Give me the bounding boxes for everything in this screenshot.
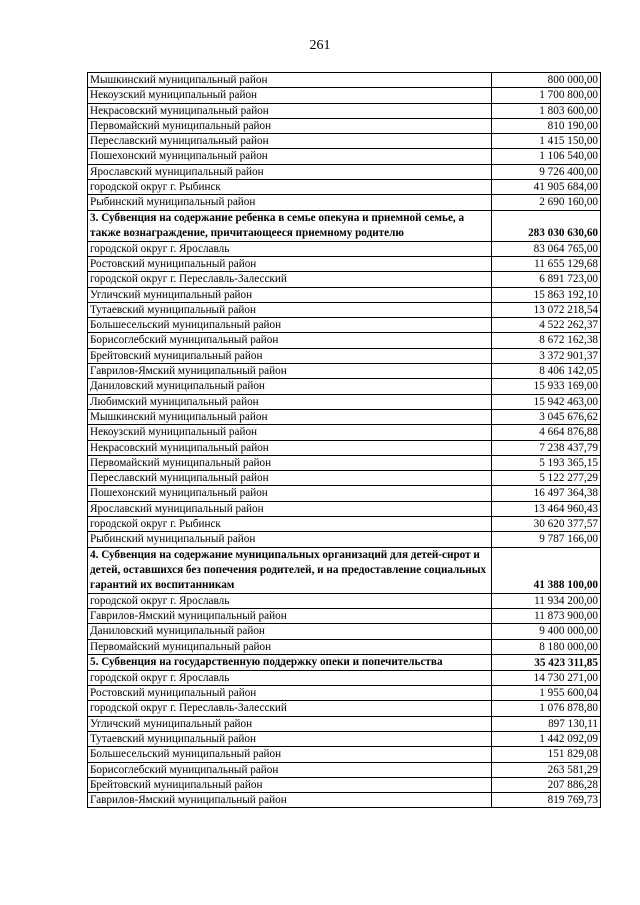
table-row <box>88 670 601 685</box>
municipality-name: городской округ г. Ярославль <box>88 670 492 685</box>
table-row <box>88 103 601 118</box>
amount-value: 1 955 600,04 <box>492 686 601 701</box>
municipality-name: Первомайский муниципальный район <box>88 455 492 470</box>
municipality-name: Мышкинский муниципальный район <box>88 409 492 424</box>
amount-value: 83 064 765,00 <box>492 241 601 256</box>
amount-value: 1 442 092,09 <box>492 731 601 746</box>
municipality-name: Тутаевский муниципальный район <box>88 731 492 746</box>
table-row <box>88 88 601 103</box>
amount-value: 1 700 800,00 <box>492 88 601 103</box>
table-row <box>88 501 601 516</box>
table-row <box>88 686 601 701</box>
municipality-name: Мышкинский муниципальный район <box>88 73 492 88</box>
table-row <box>88 379 601 394</box>
amount-value: 13 072 218,54 <box>492 302 601 317</box>
municipality-name: Брейтовский муниципальный район <box>88 348 492 363</box>
amount-value: 5 193 365,15 <box>492 455 601 470</box>
table-row <box>88 134 601 149</box>
municipality-name: Большесельский муниципальный район <box>88 747 492 762</box>
amount-value: 16 497 364,38 <box>492 486 601 501</box>
table-row <box>88 608 601 623</box>
municipality-name: Любимский муниципальный район <box>88 394 492 409</box>
municipality-name: Борисоглебский муниципальный район <box>88 762 492 777</box>
municipality-name: Ростовский муниципальный район <box>88 256 492 271</box>
amount-value: 8 406 142,05 <box>492 364 601 379</box>
section-header-row <box>88 210 601 241</box>
table-row <box>88 471 601 486</box>
amount-value: 4 522 262,37 <box>492 318 601 333</box>
table-row <box>88 241 601 256</box>
municipality-name: Пошехонский муниципальный район <box>88 149 492 164</box>
table-row <box>88 118 601 133</box>
section-header-row <box>88 547 601 593</box>
section-header-row <box>88 654 601 670</box>
amount-value: 8 672 162,38 <box>492 333 601 348</box>
municipality-name: Тутаевский муниципальный район <box>88 302 492 317</box>
amount-value: 4 664 876,88 <box>492 425 601 440</box>
amount-value: 11 934 200,00 <box>492 593 601 608</box>
table-row <box>88 731 601 746</box>
amount-value: 15 942 463,00 <box>492 394 601 409</box>
table-row <box>88 747 601 762</box>
municipality-name: Гаврилов-Ямский муниципальный район <box>88 364 492 379</box>
municipality-name: Некрасовский муниципальный район <box>88 440 492 455</box>
municipality-name: Некоузский муниципальный район <box>88 425 492 440</box>
municipality-name: Переславский муниципальный район <box>88 471 492 486</box>
section-title: 5. Субвенция на государственную поддержку опеки и попечительства <box>88 654 492 670</box>
table-row <box>88 364 601 379</box>
municipality-name: Даниловский муниципальный район <box>88 624 492 639</box>
table-row <box>88 164 601 179</box>
municipality-name: Даниловский муниципальный район <box>88 379 492 394</box>
municipality-name: Брейтовский муниципальный район <box>88 777 492 792</box>
table-row <box>88 73 601 88</box>
municipality-name: городской округ г. Рыбинск <box>88 180 492 195</box>
amount-value: 7 238 437,79 <box>492 440 601 455</box>
table-row <box>88 486 601 501</box>
section-total: 283 030 630,60 <box>492 210 601 241</box>
amount-value: 6 891 723,00 <box>492 272 601 287</box>
table-row <box>88 195 601 210</box>
amount-value: 41 905 684,00 <box>492 180 601 195</box>
amount-value: 810 190,00 <box>492 118 601 133</box>
municipality-name: Гаврилов-Ямский муниципальный район <box>88 608 492 623</box>
amount-value: 14 730 271,00 <box>492 670 601 685</box>
municipality-name: Ростовский муниципальный район <box>88 686 492 701</box>
municipality-name: Переславский муниципальный район <box>88 134 492 149</box>
table-row <box>88 318 601 333</box>
municipality-name: Борисоглебский муниципальный район <box>88 333 492 348</box>
table-row <box>88 593 601 608</box>
table-row <box>88 348 601 363</box>
amount-value: 1 415 150,00 <box>492 134 601 149</box>
amount-value: 151 829,08 <box>492 747 601 762</box>
table-row <box>88 532 601 547</box>
municipality-name: городской округ г. Рыбинск <box>88 517 492 532</box>
amount-value: 207 886,28 <box>492 777 601 792</box>
table-row <box>88 394 601 409</box>
table-row <box>88 639 601 654</box>
municipality-name: Первомайский муниципальный район <box>88 639 492 654</box>
table-row <box>88 762 601 777</box>
amount-value: 2 690 160,00 <box>492 195 601 210</box>
municipality-name: Некоузский муниципальный район <box>88 88 492 103</box>
amount-value: 15 863 192,10 <box>492 287 601 302</box>
municipality-name: Ярославский муниципальный район <box>88 501 492 516</box>
table-row <box>88 409 601 424</box>
municipality-name: Угличский муниципальный район <box>88 287 492 302</box>
municipality-name: Большесельский муниципальный район <box>88 318 492 333</box>
municipality-name: городской округ г. Ярославль <box>88 241 492 256</box>
amount-value: 1 803 600,00 <box>492 103 601 118</box>
table-row <box>88 256 601 271</box>
page-number: 261 <box>309 38 331 53</box>
amount-value: 30 620 377,57 <box>492 517 601 532</box>
municipality-name: городской округ г. Ярославль <box>88 593 492 608</box>
table-row <box>88 302 601 317</box>
table-row <box>88 440 601 455</box>
amount-value: 11 873 900,00 <box>492 608 601 623</box>
amount-value: 8 180 000,00 <box>492 639 601 654</box>
amount-value: 9 400 000,00 <box>492 624 601 639</box>
section-total: 35 423 311,85 <box>492 654 601 670</box>
subvention-table <box>87 72 601 808</box>
amount-value: 15 933 169,00 <box>492 379 601 394</box>
table-row <box>88 425 601 440</box>
amount-value: 819 769,73 <box>492 793 601 808</box>
table-row <box>88 287 601 302</box>
amount-value: 3 045 676,62 <box>492 409 601 424</box>
table-row <box>88 455 601 470</box>
amount-value: 3 372 901,37 <box>492 348 601 363</box>
table-row <box>88 517 601 532</box>
amount-value: 263 581,29 <box>492 762 601 777</box>
table-row <box>88 793 601 808</box>
amount-value: 800 000,00 <box>492 73 601 88</box>
municipality-name: Рыбинский муниципальный район <box>88 532 492 547</box>
table-row <box>88 333 601 348</box>
municipality-name: городской округ г. Переславль-Залесский <box>88 272 492 287</box>
table-row <box>88 149 601 164</box>
table-row <box>88 701 601 716</box>
amount-value: 11 655 129,68 <box>492 256 601 271</box>
table-row <box>88 272 601 287</box>
amount-value: 5 122 277,29 <box>492 471 601 486</box>
table-row <box>88 180 601 195</box>
table-row <box>88 624 601 639</box>
amount-value: 13 464 960,43 <box>492 501 601 516</box>
amount-value: 1 106 540,00 <box>492 149 601 164</box>
municipality-name: Рыбинский муниципальный район <box>88 195 492 210</box>
municipality-name: Пошехонский муниципальный район <box>88 486 492 501</box>
amount-value: 9 787 166,00 <box>492 532 601 547</box>
section-total: 41 388 100,00 <box>492 547 601 593</box>
municipality-name: Первомайский муниципальный район <box>88 118 492 133</box>
amount-value: 1 076 878,80 <box>492 701 601 716</box>
table-row <box>88 777 601 792</box>
municipality-name: Угличский муниципальный район <box>88 716 492 731</box>
table-row <box>88 716 601 731</box>
amount-value: 897 130,11 <box>492 716 601 731</box>
municipality-name: городской округ г. Переславль-Залесский <box>88 701 492 716</box>
municipality-name: Некрасовский муниципальный район <box>88 103 492 118</box>
amount-value: 9 726 400,00 <box>492 164 601 179</box>
municipality-name: Ярославский муниципальный район <box>88 164 492 179</box>
section-title: 4. Субвенция на содержание муниципальных организаций для детей-сирот и детей, оставшихся без попечения родителей, и на предоставление социальных гарантий их воспитанникам <box>88 547 492 593</box>
municipality-name: Гаврилов-Ямский муниципальный район <box>88 793 492 808</box>
subvention-table-body <box>88 73 601 808</box>
section-title: 3. Субвенция на содержание ребенка в семье опекуна и приемной семье, а также вознаграждение, причитающееся приемному родителю <box>88 210 492 241</box>
